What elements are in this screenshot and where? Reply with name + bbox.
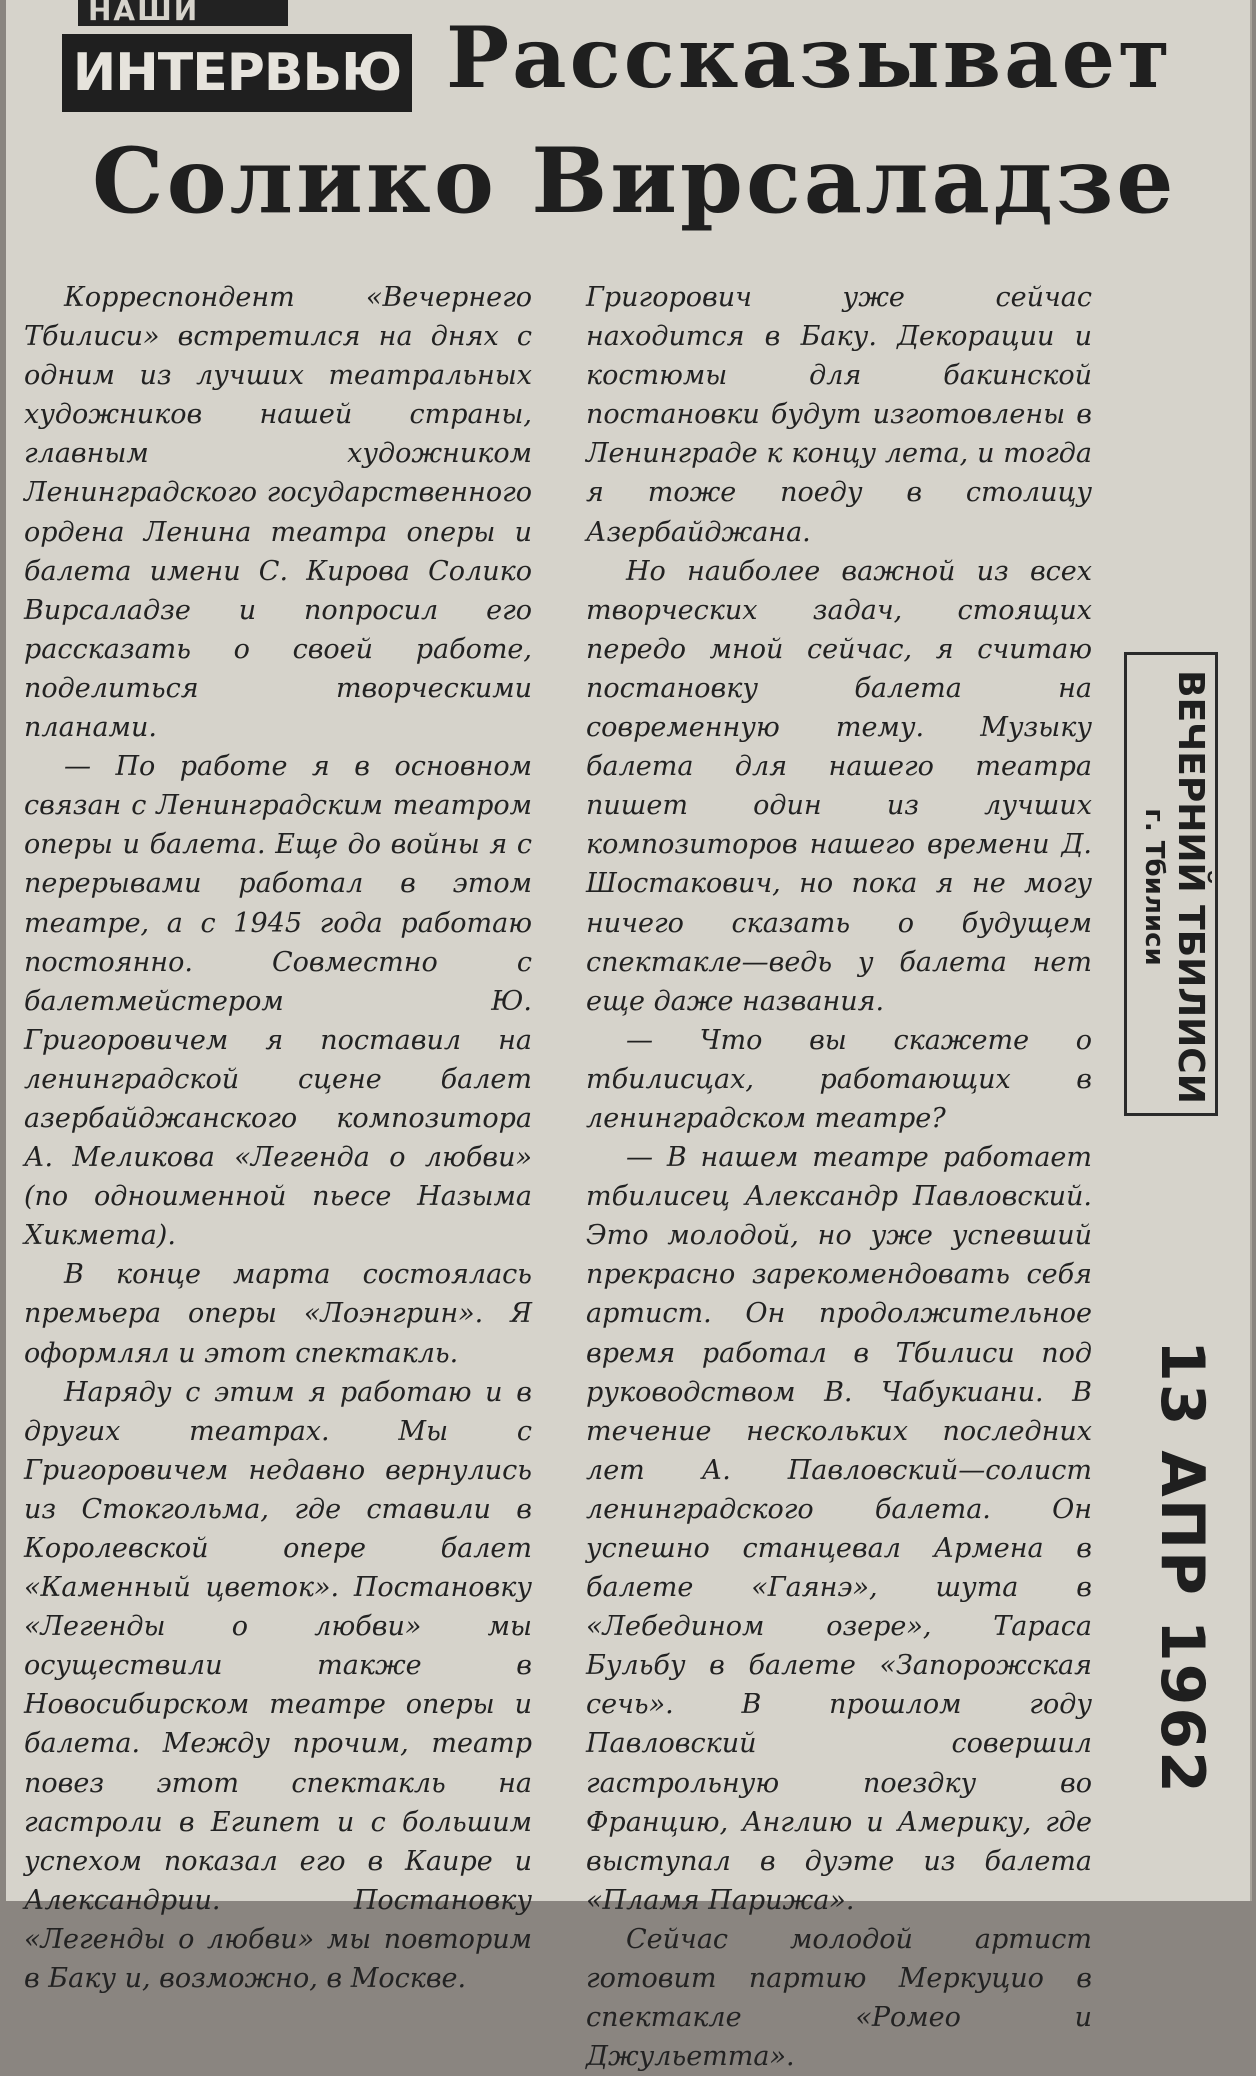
rubric-top-label: НАШИ (78, 0, 288, 26)
article-paragraph: Сейчас молодой артист готовит партию Меркуцио в спектакле «Ромео и Джульетта». (586, 1923, 1092, 2073)
stamp-newspaper-name: ВЕЧЕРНИЙ ТБИЛИСИ (1170, 670, 1211, 1104)
article-paragraph: Но наиболее важной из всех творческих задач, стоящих передо мной сейчас, я считаю постановку балета на современную тему. Музыку балета для нашего театра пишет один из лучших композиторов нашего времени Д. Шостакович, но пока я не могу ничего сказать о будущем спектакле—ведь у балета нет еще даже названия. (586, 555, 1092, 1017)
date-stamp-text: 13 АПР 1962 (1147, 1340, 1217, 1795)
article-paragraph: В конце марта состоялась премьера оперы «Лоэнгрин». Я оформлял и этот спектакль. (24, 1259, 532, 1369)
article-paragraph: Наряду с этим я работаю и в других театрах. Мы с Григоровичем недавно вернулись из Стокгольма, где ставили в Королевской опере балет «Каменный цветок». Постановку «Легенды о любви» мы осуществили также в Новосибирском театре оперы и балета. Между прочим, театр повез этот спектакль на гастроли в Египет и с большим успехом показал его в Каире и Александрии. Постановку «Легенды о любви» мы повторим в Баку и, возможно, в Москве. (24, 1376, 532, 1995)
article-left-column (24, 278, 532, 1998)
rubric-label (62, 0, 412, 116)
newspaper-clipping (6, 0, 1252, 2073)
article-right-column (586, 278, 1092, 2076)
newspaper-stamp (1124, 652, 1218, 1116)
headline-line-2: Солико Вирсаладзе (92, 128, 1177, 234)
article-paragraph: — В нашем театре работает тбилисец Александр Павловский. Это молодой, но уже успевший прекрасно зарекомендовать себя артист. Он продолжительное время работал в Тбилиси под руководством В. Чабукиани. В течение нескольких последних лет А. Павловский—солист ленинградского балета. Он успешно станцевал Армена в балете «Гаянэ», шута в «Лебедином озере», Тараса Бульбу в балете «Запорожская сечь». В прошлом году Павловский совершил гастрольную поездку во Францию, Англию и Америку, где выступал в дуэте из балета «Пламя Парижа». (586, 1142, 1092, 1916)
article-paragraph: Корреспондент «Вечернего Тбилиси» встретился на днях с одним из лучших театральных художников нашей страны, главным художником Ленинградского государственного ордена Ленина театра оперы и балета имени С. Кирова Солико Вирсаладзе и попросил его рассказать о своей работе, поделиться творческими планами. (24, 282, 532, 744)
article-paragraph: — По работе я в основном связан с Ленинградским театром оперы и балета. Еще до войны я с перерывами работал в этом театре, а с 1945 года работаю постоянно. Совместно с балетмейстером Ю. Григоровичем я поставил на ленинградской сцене балет азербайджанского композитора А. Меликова «Легенда о любви» (по одноименной пьесе Назыма Хикмета). (24, 751, 532, 1252)
headline-line-1: Рассказывает (446, 8, 1174, 107)
article-paragraph: — Что вы скажете о тбилисцах, работающих в ленинградском театре? (586, 1024, 1092, 1134)
article-paragraph: Григорович уже сейчас находится в Баку. Декорации и костюмы для бакинской постановки будут изготовлены в Ленинграде к концу лета, и тогда я тоже поеду в столицу Азербайджана. (586, 282, 1092, 548)
rubric-box-label: ИНТЕРВЬЮ (62, 34, 412, 112)
stamp-city: г. Тбилиси (1139, 808, 1169, 966)
